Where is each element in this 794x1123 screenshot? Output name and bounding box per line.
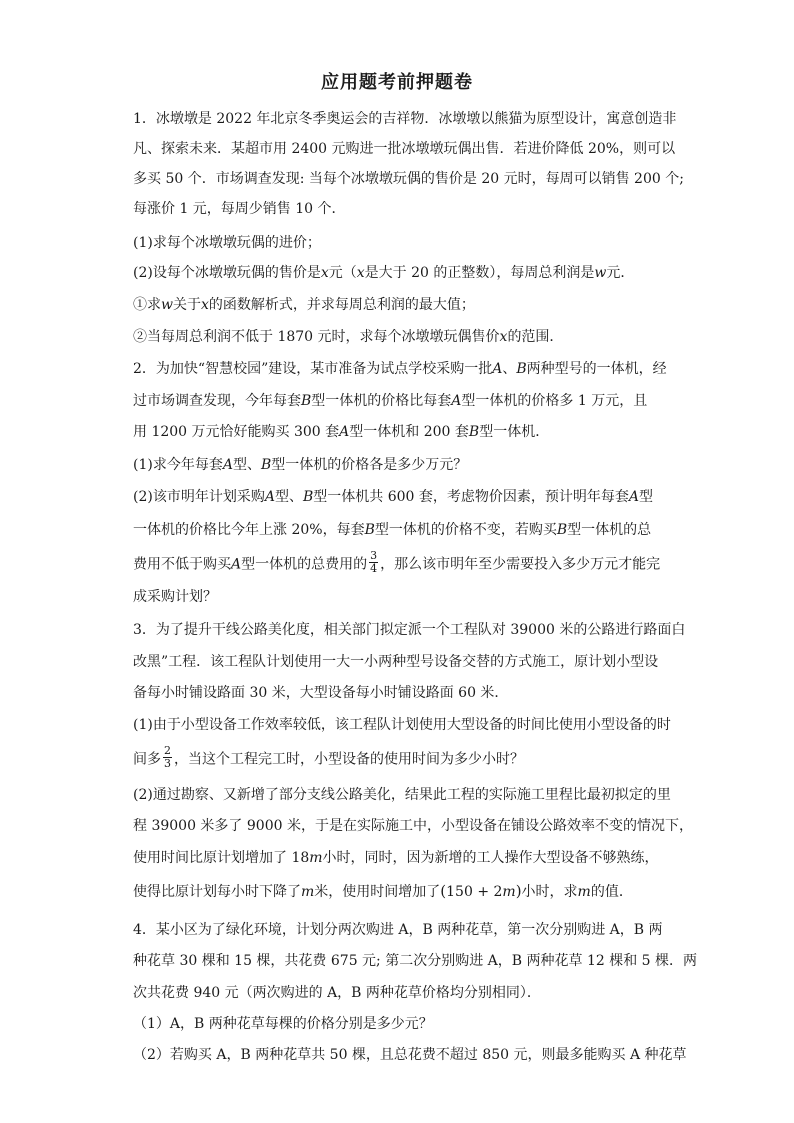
q2-stem-line-2: 过市场调查发现，今年每套B型一体机的价格比每套A型一体机的价格多 1 万元，且 (133, 393, 648, 409)
q2-part-2-line-4: 成采购计划？ (133, 589, 217, 605)
q3-stem-line-1: 3．为了提升干线公路美化度，相关部门拟定派一个工程队对 39000 米的公路进行路面白 (133, 622, 686, 638)
q1-subpart-2: ②当每周总利润不低于 1870 元时，求每个冰墩墩玩偶售价x的范围． (133, 329, 564, 345)
q3-part-2-line-2: 程 39000 米多了 9000 米，于是在实际施工中，小型设备在铺设公路效率不变的情况下， (133, 818, 693, 834)
q1-part-1: (1)求每个冰墩墩玩偶的进价； (133, 235, 321, 251)
q4-part-2: （2）若购买 A，B 两种花草共 50 棵，且总花费不超过 850 元，则最多能购买 A 种花草 (133, 1047, 687, 1063)
q2-stem-line-3: 用 1200 万元恰好能购买 300 套A型一体机和 200 套B型一体机． (133, 424, 550, 440)
q4-stem-line-1: 4．某小区为了绿化环境，计划分两次购进 A，B 两种花草，第一次分别购进 A，B 两 (133, 922, 663, 938)
q2-stem-line-1: 2．为加快“智慧校园”建设，某市准备为试点学校采购一批A、B两种型号的一体机，经 (133, 361, 667, 377)
q3-stem-line-3: 备每小时铺设路面 30 米，大型设备每小时铺设路面 60 米． (133, 685, 509, 701)
q1-stem-line-2: 凡、探索未来．某超市用 2400 元购进一批冰墩墩玩偶出售．若进价降低 20%，则可以 (133, 141, 676, 157)
q3-part-2-line-4: 使得比原计划每小时下降了m米，使用时间增加了(150 + 2m)小时，求m的值． (133, 882, 633, 900)
q2-part-2-line-3: 费用不低于购买A型一体机的总费用的 $\frac{3}{4}$ ，那么该市明年至少需要投入多少万元才能完 (133, 549, 661, 575)
q2-part-2-line-2: 一体机的价格比今年上涨 20%，每套B型一体机的价格不变，若购买B型一体机的总 (133, 522, 652, 538)
q3-part-1-line-1: (1)由于小型设备工作效率较低，该工程队计划使用大型设备的时间比使用小型设备的时 (133, 717, 671, 733)
q4-stem-line-2: 种花草 30 棵和 15 棵，共花费 675 元; 第二次分别购进 A，B 两种花草 12 棵和 5 棵．两 (133, 953, 698, 969)
q3-part-2-line-1: (2)通过勘察、又新增了部分支线公路美化，结果此工程的实际施工里程比最初拟定的里 (133, 787, 671, 803)
q3-stem-line-2: 改黑”工程．该工程队计划使用一大一小两种型号设备交替的方式施工，原计划小型设 (133, 654, 659, 670)
q2-part-2-line-1: (2)该市明年计划采购A型、B型一体机共 600 套，考虑物价因素，预计明年每套A型 (133, 489, 654, 505)
q3-part-2-line-3: 使用时间比原计划增加了 18m小时，同时，因为新增的工人操作大型设备不够熟练， (133, 850, 659, 866)
fraction-three-quarters: $\frac{3}{4}$ (370, 549, 378, 575)
fraction-two-thirds: $\frac{2}{3}$ (164, 744, 171, 770)
q1-stem-line-1: 1．冰墩墩是 2022 年北京冬季奥运会的吉祥物．冰墩墩以熊猫为原型设计，寓意创造非 (133, 111, 677, 127)
q1-part-2: (2)设每个冰墩墩玩偶的售价是x元（x是大于 20 的正整数），每周总利润是w元． (133, 265, 635, 281)
q1-stem-line-3: 多买 50 个．市场调查发现: 当每个冰墩墩玩偶的售价是 20 元时，每周可以销售 200 个; (133, 171, 684, 187)
q1-stem-line-4: 每涨价 1 元，每周少销售 10 个． (133, 201, 346, 217)
page-title: 应用题考前押题卷 (321, 72, 473, 93)
q1-subpart-1: ①求w关于x的函数解析式，并求每周总利润的最大值； (133, 297, 475, 313)
q3-part-1-line-2: 间多 $\frac{2}{3}$ ，当这个工程完工时，小型设备的使用时间为多少小时？ (133, 744, 524, 770)
q4-part-1: （1）A，B 两种花草每棵的价格分别是多少元？ (133, 1016, 433, 1032)
q4-stem-line-3: 次共花费 940 元（两次购进的 A，B 两种花草价格均分别相同）． (133, 985, 541, 1001)
q2-part-1: (1)求今年每套A型、B型一体机的价格各是多少万元？ (133, 457, 468, 473)
